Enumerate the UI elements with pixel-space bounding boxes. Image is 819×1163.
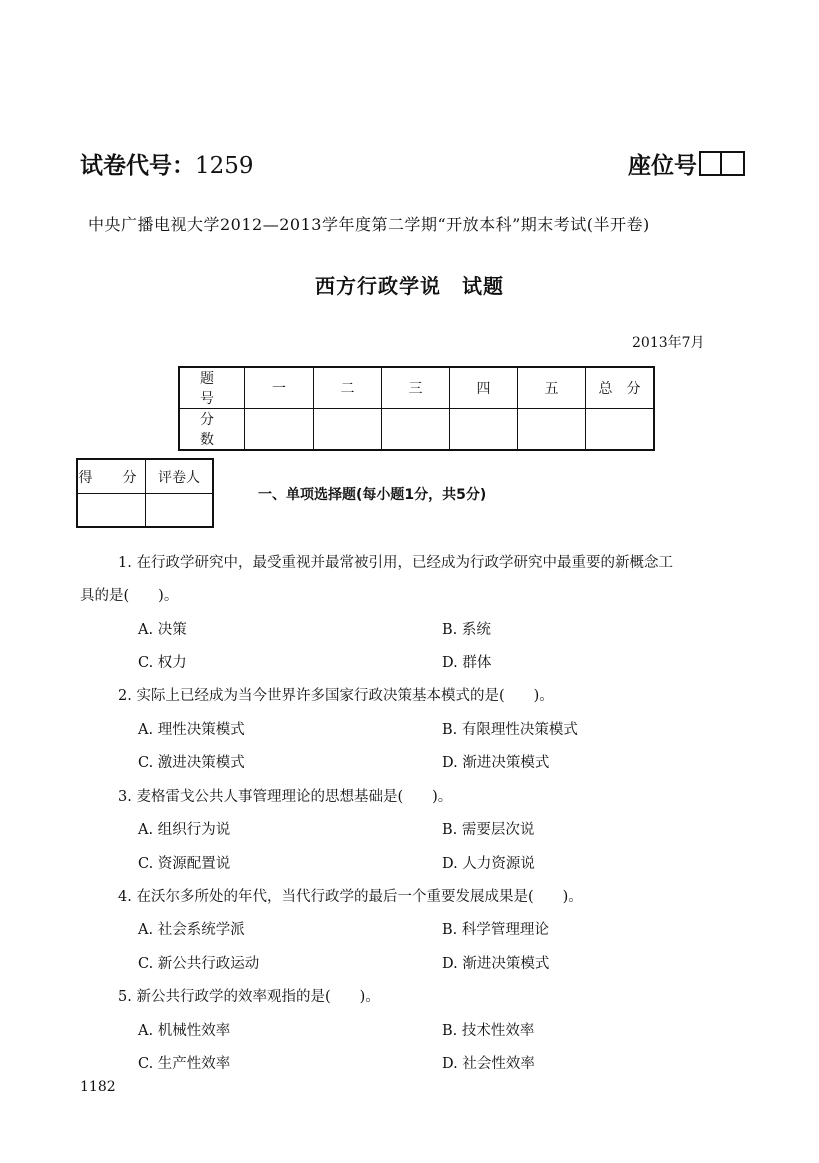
score-table-column-header: 三 (382, 367, 450, 409)
exam-header: 中央广播电视大学2012—2013学年度第二学期“开放本科”期末考试(半开卷) (88, 215, 650, 234)
question-stem: 3. 麦格雷戈公共人事管理理论的思想基础是( )。 (118, 789, 453, 805)
grader-name-cell (146, 494, 214, 528)
question-option: A. 决策 (138, 622, 187, 638)
question-option: D. 渐进决策模式 (442, 755, 550, 771)
question-option: D. 群体 (442, 655, 492, 671)
question-stem: 1. 在行政学研究中，最受重视并最常被引用，已经成为行政学研究中最重要的新概念工 (118, 555, 673, 571)
question-option: D. 人力资源说 (442, 856, 535, 872)
question-option: D. 渐进决策模式 (442, 956, 550, 972)
seat-number (628, 147, 745, 180)
score-table-column-header: 一 (245, 367, 314, 409)
score-table-header-row (179, 367, 654, 409)
question-option: B. 系统 (442, 622, 491, 638)
question-option: A. 社会系统学派 (138, 922, 245, 938)
section-title: 一、单项选择题(每小题1分，共5分) (258, 487, 487, 503)
seat-box (699, 151, 722, 176)
question-option: A. 组织行为说 (138, 822, 231, 838)
grader-table-grader-label: 评卷人 (146, 459, 214, 494)
grader-table-score-label: 得 分 (77, 459, 146, 494)
score-table-row-label: 题 号 (179, 367, 245, 409)
paper-code (80, 147, 254, 180)
score-table (178, 366, 655, 451)
question-stem: 4. 在沃尔多所处的年代，当代行政学的最后一个重要发展成果是( )。 (118, 889, 583, 905)
score-cell (314, 409, 382, 451)
score-table-column-header: 总 分 (586, 367, 655, 409)
question-stem: 2. 实际上已经成为当今世界许多国家行政决策基本模式的是( )。 (118, 688, 554, 704)
score-cell (450, 409, 518, 451)
grader-table (76, 458, 214, 528)
question-option: D. 社会性效率 (442, 1056, 535, 1072)
seat-number-boxes (699, 151, 745, 176)
score-table-column-header: 二 (314, 367, 382, 409)
paper-code-value: 1259 (195, 153, 254, 179)
question-option: B. 科学管理理论 (442, 922, 549, 938)
question-option: A. 机械性效率 (138, 1023, 231, 1039)
paper-code-label: 试卷代号： (80, 153, 195, 179)
seat-number-label: 座位号 (628, 153, 697, 179)
question-option: C. 新公共行政运动 (138, 956, 260, 972)
grader-score-cell (77, 494, 146, 528)
question-option: B. 有限理性决策模式 (442, 722, 578, 738)
question-option: A. 理性决策模式 (138, 722, 245, 738)
score-table-score-row (179, 409, 654, 451)
score-cell (586, 409, 655, 451)
exam-date: 2013年7月 (632, 335, 705, 351)
score-cell (245, 409, 314, 451)
question-option: B. 技术性效率 (442, 1023, 535, 1039)
question-option: B. 需要层次说 (442, 822, 535, 838)
exam-title: 西方行政学说 试题 (315, 274, 504, 298)
question-option: C. 生产性效率 (138, 1056, 231, 1072)
question-stem: 5. 新公共行政学的效率观指的是( )。 (118, 989, 380, 1005)
page-number: 1182 (80, 1079, 116, 1095)
score-table-column-header: 四 (450, 367, 518, 409)
score-cell (382, 409, 450, 451)
score-table-column-header: 五 (518, 367, 586, 409)
question-stem-continued: 具的是( )。 (80, 588, 179, 604)
question-option: C. 激进决策模式 (138, 755, 245, 771)
seat-box (722, 151, 745, 176)
score-table-row-label: 分 数 (179, 409, 245, 451)
score-cell (518, 409, 586, 451)
question-option: C. 权力 (138, 655, 187, 671)
question-option: C. 资源配置说 (138, 856, 231, 872)
